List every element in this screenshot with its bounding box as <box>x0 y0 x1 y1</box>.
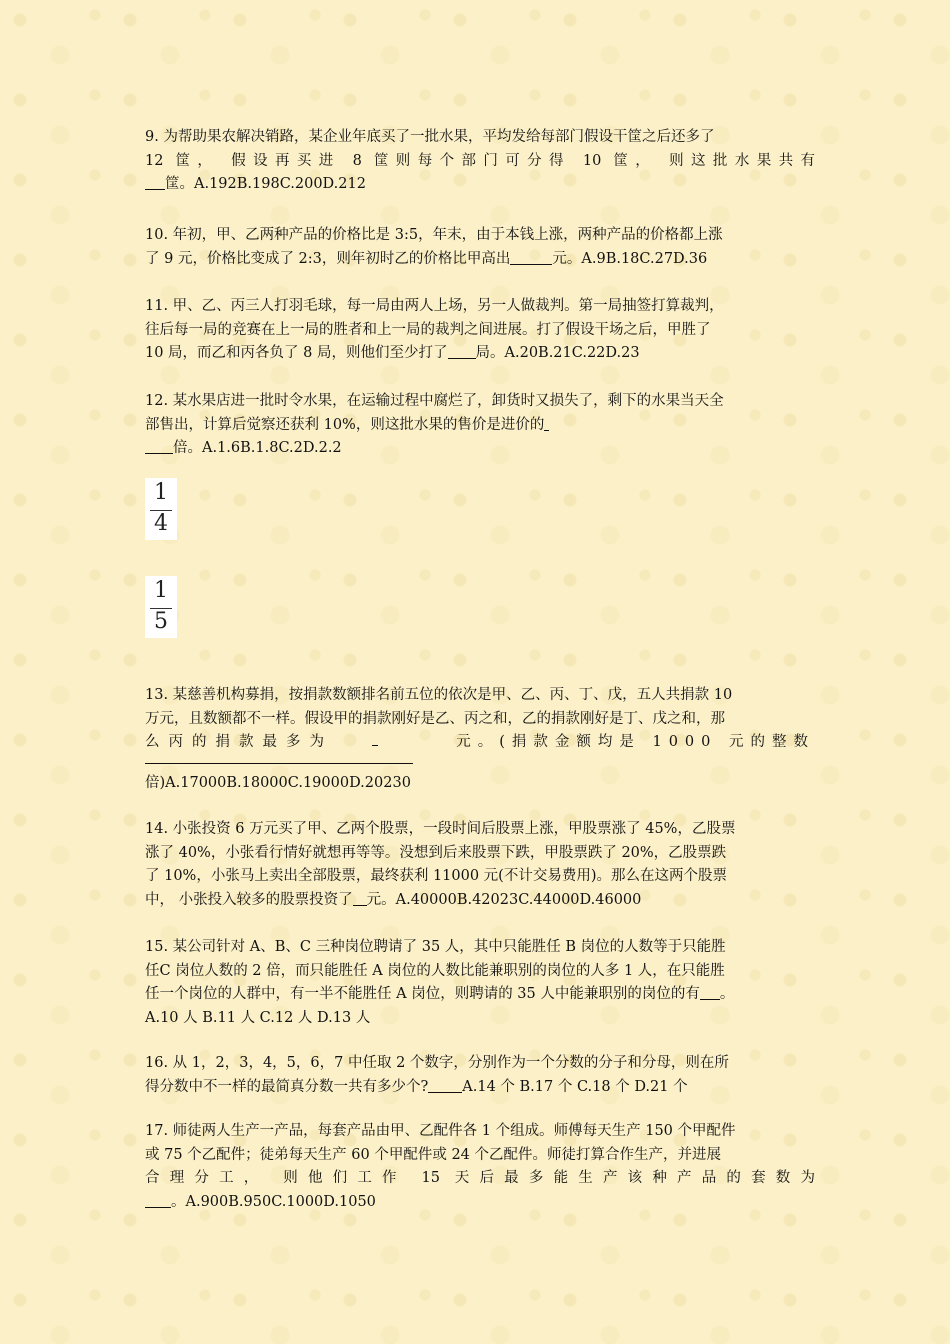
question-line: 16. 从 1，2，3，4，5，6，7 中任取 2 个数字，分别作为一个分数的分子和分母，则在所 <box>145 1055 729 1071</box>
question-10 <box>145 224 815 271</box>
question-line: 9. 为帮助果农解决销路，某企业年底买了一批水果，平均发给每部门假设干筐之后还多了 <box>145 129 715 145</box>
question-line: 17. 师徒两人生产一产品，每套产品由甲、乙配件各 1 个组成。师傅每天生产 150 个甲配件 <box>145 1123 736 1139</box>
question-13-options <box>145 772 815 796</box>
answer-blank <box>510 250 552 265</box>
question-line-text: 部售出，计算后觉察还获利 10%，则这批水果的售价是进价的 <box>145 416 545 433</box>
question-line-text: 中， 小张投入较多的股票投资了 <box>145 891 353 908</box>
question-line-text: 元。(捐款金额均是 1000 元的整数 <box>456 734 815 750</box>
question-line: 12 筐， 假设再买进 8 筐则每个部门可分得 10 筐， 则这批水果共有 <box>145 152 815 169</box>
question-line-text: 。 <box>719 986 735 1002</box>
answer-blank <box>448 344 476 359</box>
answer-blank <box>145 439 173 454</box>
question-line: A.10 人 B.11 人 C.12 人 D.13 人 <box>145 1009 371 1026</box>
question-13 <box>145 684 815 755</box>
question-line: 11. 甲、乙、丙三人打羽毛球，每一局由两人上场，另一人做裁判。第一局抽签打算裁判， <box>145 298 724 314</box>
question-line-text: 了 9 元，价格比变成了 2:3，则年初时乙的价格比甲高出 <box>145 250 511 267</box>
question-11 <box>145 295 815 366</box>
answer-blank <box>428 1078 462 1093</box>
question-line: 了 10%，小张马上卖出全部股票，最终获利 11000 元(不计交易费用)。那么在这两个股票 <box>145 868 727 884</box>
fraction-numerator: 1 <box>154 578 168 603</box>
answer-blank <box>372 731 378 746</box>
fraction-image-one-fifth <box>145 576 177 638</box>
question-line: 10. 年初，甲、乙两种产品的价格比是 3:5，年末，由于本钱上涨，两种产品的价格都上涨 <box>145 227 723 243</box>
question-line <box>145 342 815 366</box>
question-line-text: 。A.900B.950C.1000D.1050 <box>171 1193 376 1210</box>
fraction-image-one-quarter <box>145 478 177 540</box>
question-line-text: 任一个岗位的人群中，有一半不能胜任 A 岗位，则聘请的 35 人中能兼职别的岗位的有 <box>145 986 700 1002</box>
fraction-denominator: 4 <box>154 511 168 536</box>
question-line-text: 局。A.20B.21C.22D.23 <box>475 345 640 361</box>
question-12 <box>145 390 815 461</box>
question-line-text: 得分数中不一样的最简真分数一共有多少个? <box>145 1078 429 1095</box>
question-line: 13. 某慈善机构募捐，按捐款数额排名前五位的依次是甲、乙、丙、丁、戊，五人共捐款 10 <box>145 687 733 703</box>
question-line: 涨了 40%，小张看行情好就想再等等。没想到后来股票下跌，甲股票跌了 20%，乙股票跌 <box>145 844 727 861</box>
question-line <box>145 173 815 197</box>
question-line-text: 倍。A.1.6B.1.8C.2D.2.2 <box>173 440 342 456</box>
question-line: 倍)A.17000B.18000C.19000D.20230 <box>145 775 411 791</box>
fraction-denominator: 5 <box>154 609 168 634</box>
answer-underline <box>145 763 413 764</box>
question-line <box>145 731 815 755</box>
answer-blank <box>353 891 367 906</box>
fraction-numerator: 1 <box>154 480 168 505</box>
answer-blank <box>145 1193 171 1208</box>
question-line: 往后每一局的竞赛在上一局的胜者和上一局的裁判之间进展。打了假设干场之后，甲胜了 <box>145 321 711 338</box>
question-line: 15. 某公司针对 A、B、C 三种岗位聘请了 35 人，其中只能胜任 B 岗位的人数等于只能胜 <box>145 939 726 955</box>
question-line <box>145 414 815 438</box>
question-line: 任C 岗位人数的 2 倍，而只能胜任 A 岗位的人数比能兼职别的岗位的人多 1 人，在只能胜 <box>145 962 725 979</box>
question-line-text: 元。A.40000B.42023C.44000D.46000 <box>366 891 642 908</box>
question-line: 合理分工， 则他们工作 15 天后最多能生产该种产品的套数为 <box>145 1170 815 1186</box>
question-15 <box>145 936 815 1030</box>
question-line-text: 10 局，而乙和丙各负了 8 局，则他们至少打了 <box>145 345 448 361</box>
question-line <box>145 889 815 913</box>
question-line: 或 75 个乙配件；徒弟每天生产 60 个甲配件或 24 个乙配件。师徒打算合作生产，并进展 <box>145 1146 722 1163</box>
answer-blank <box>700 985 720 1000</box>
question-line <box>145 437 815 461</box>
question-line-text: 么丙的捐款最多为 <box>145 734 333 750</box>
question-14 <box>145 818 815 912</box>
question-line-text: 筐。A.192B.198C.200D.212 <box>165 176 366 192</box>
question-line <box>145 1191 815 1215</box>
question-line <box>145 248 815 272</box>
question-line: 14. 小张投资 6 万元买了甲、乙两个股票，一段时间后股票上涨，甲股票涨了 45%，乙股票 <box>145 821 736 837</box>
question-line-text: A.14 个 B.17 个 C.18 个 D.21 个 <box>462 1078 688 1095</box>
answer-blank <box>544 416 549 431</box>
question-line-text: 元。A.9B.18C.27D.36 <box>552 250 708 267</box>
question-line: 万元，且数额都不一样。假设甲的捐款刚好是乙、丙之和，乙的捐款刚好是丁、戊之和，那 <box>145 710 725 727</box>
question-line <box>145 1076 815 1100</box>
question-17 <box>145 1120 815 1214</box>
question-9 <box>145 126 815 197</box>
question-line: 12. 某水果店进一批时令水果，在运输过程中腐烂了，卸货时又损失了，剩下的水果当天全 <box>145 393 724 409</box>
answer-blank <box>145 175 165 190</box>
question-16 <box>145 1052 815 1099</box>
question-line <box>145 983 815 1007</box>
